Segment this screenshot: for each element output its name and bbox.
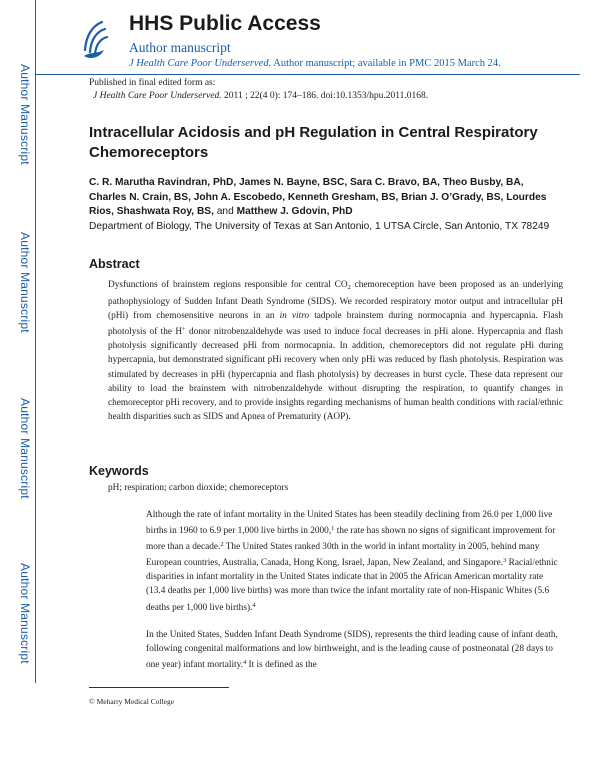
body-part: It is defined as the [246,660,317,671]
abstract-part: Dysfunctions of brainstem regions responsible for central CO [108,280,348,290]
paper-title: Intracellular Acidosis and pH Regulation in Central Respiratory Chemoreceptors [89,124,538,161]
subscript: 2 [347,284,351,291]
author-manuscript-label: Author manuscript [129,40,231,55]
body-paragraph [146,508,564,615]
availability-text: Author manuscript; available in PMC 2015 March 24. [273,58,501,69]
keywords-text: pH; respiration; carbon dioxide; chemoreceptors [108,483,289,493]
header-rule [36,74,580,75]
copyright-footer: © Meharry Medical College [89,697,175,706]
body-part: Although the rate of infant mortality in the United States has been steadily declining from 26.0 per 1,000 live births in 1960 to 6.9 per 1,000 live births in 2000, [146,510,553,537]
journal-name: J Health Care Poor Underserved. [129,58,272,69]
side-label: Author Manuscript [18,64,32,165]
side-label: Author Manuscript [18,563,32,664]
abstract-part: tadpole brainstem during normocapnia and hypercapnia. Flash photolysis of the H [108,311,563,338]
body-part: The United States ranked 30th in the world in infant mortality in 2005, behind many European countries, Australia, Canada, Hong Kong, Israel, Japan, New Zealand, and Singapore. [146,542,540,569]
superscript: + [182,326,186,334]
reference-mark[interactable]: 4 [252,601,256,609]
hhs-title: HHS Public Access [129,12,321,35]
margin-rule [35,0,36,683]
abstract-italic: in vitro [279,311,310,322]
abstract-part: donor nitrobenzaldehyde was used to induce focal decreases in pHi alone. Hypercapnia and flash photolysis significantly decreased pHi from normocapnia. In addition, chemoreceptors did not regulate pHi during hypercapnia, but demonstrated significant pHi recovery when only pHi was reduced by flash photolysis. Respiration was stimulated by decreases in pHi (hypercapnia and flash photolysis) by decreases in burst cycle. These data represent our ability to load the brainstem with nitrobenzaldehyde without disrupting the respiration, to quantify changes in chemoreceptor pHi recovery, and to provide insights regarding mechanisms of human health conditions with racial/ethnic health disparities such as SIDS and Apnea of Prematurity (AOP). [108,327,563,422]
reference-mark[interactable]: 1 [331,525,335,533]
author-list [89,176,559,220]
reference-mark[interactable]: 3 [503,557,507,565]
published-label: Published in final edited form as: [89,78,216,88]
side-label: Author Manuscript [18,232,32,333]
availability-line [129,58,501,69]
citation-details: 2011 ; 22(4 0): 174–186. doi:10.1353/hpu.2011.0168. [224,91,429,101]
reference-mark[interactable]: 4 [242,659,247,667]
citation-line [93,91,428,101]
authors-last: Matthew J. Gdovin, PhD [236,206,353,218]
reference-mark[interactable]: 2 [220,541,224,549]
body-part: the rate has shown no signs of significant improvement for more than a decade. [146,526,556,553]
body-part: Racial/ethnic disparities in infant mortality in the United States indicate that in 2005 the African American mortality rate (13.4 deaths per 1,000 live births) was more than twice the infant mortality rate of non-Hispanic Whites (5.6 deaths per 1,000 live births). [146,558,558,613]
authors-text: C. R. Marutha Ravindran, PhD, James N. Bayne, BSC, Sara C. Bravo, BA, Theo Busby, BA, Charles N. Crain, BS, John A. Escobedo, Kenneth Gresham, BS, Brian J. O’Grady, BS, Lourdes Rios, Shashwata Roy, BS, [89,177,547,218]
keywords-heading: Keywords [89,464,149,478]
body-part: In the United States, Sudden Infant Death Syndrome (SIDS), represents the third leading cause of infant death, following congenital malformations and low birthweight, and is the leading cause of postneonatal (28 days to one year) infant mortality. [146,630,558,671]
authors-and: and [216,206,234,218]
hhs-eagle-logo-icon [80,18,110,62]
body-paragraph [146,628,564,672]
footnote-rule [89,687,229,688]
abstract-part: chemoreception have been proposed as an underlying pathophysiology of Sudden Infant Death Syndrome (SIDS). We recorded respiratory motor output and intracellular pH (pHi) from chemosensitive neurons in an [108,280,563,322]
citation-journal: J Health Care Poor Underserved. [93,91,222,101]
abstract-text [108,278,563,424]
side-label: Author Manuscript [18,398,32,499]
affiliation: Department of Biology, The University of Texas at San Antonio, 1 UTSA Circle, San Antonio, TX 78249 [89,221,550,232]
abstract-heading: Abstract [89,257,140,271]
